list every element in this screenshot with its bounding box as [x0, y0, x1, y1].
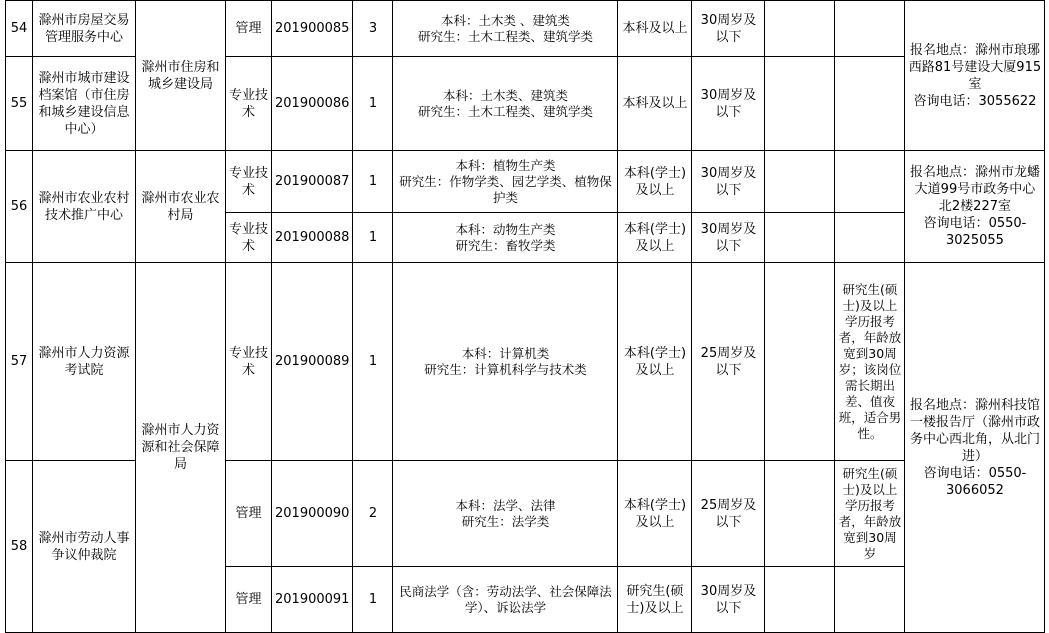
major-line: 本科：植物生产类: [455, 157, 556, 173]
major-line: 研究生：土木工程类、建筑学类: [417, 28, 593, 44]
code-cell: 201900090: [272, 461, 353, 567]
major-line: 本科：土木类 、建筑类: [440, 12, 570, 28]
major-line: 研究生：法学类: [461, 513, 550, 529]
major-cell: [393, 213, 618, 263]
code-cell: 201900091: [272, 567, 353, 633]
code-cell: 201900086: [272, 57, 353, 151]
count-cell: 1: [353, 213, 393, 263]
count-cell: 1: [353, 57, 393, 151]
department-cell: 滁州市人力资源和社会保障局: [136, 263, 226, 633]
major-line: 本科：土木类、建筑类: [442, 87, 568, 103]
seq-cell: 58: [6, 461, 33, 633]
age-cell: 30周岁及以下: [692, 1, 765, 57]
major-line: 研究生：畜牧学类: [455, 237, 556, 253]
code-cell: 201900089: [272, 263, 353, 461]
note-cell: [835, 151, 905, 213]
count-cell: 1: [353, 151, 393, 213]
registration-site-cell: [905, 151, 1045, 263]
other-cell: [765, 461, 835, 567]
count-cell: 3: [353, 1, 393, 57]
major-cell: [393, 567, 618, 633]
education-cell: 本科(学士)及以上: [618, 461, 692, 567]
major-cell: [393, 57, 618, 151]
age-cell: 30周岁及以下: [692, 567, 765, 633]
category-cell: 专业技术: [226, 213, 272, 263]
registration-site-cell: [905, 1, 1045, 151]
table-row: [6, 1, 1045, 57]
category-cell: 管理: [226, 567, 272, 633]
major-line: 本科：计算机类: [461, 345, 550, 361]
code-cell: 201900088: [272, 213, 353, 263]
note-cell: 研究生(硕士)及以上学历报考者，年龄放宽到30周岁；该岗位需长期出差、值夜班，适合男性。: [835, 263, 905, 461]
major-cell: [393, 1, 618, 57]
code-cell: 201900087: [272, 151, 353, 213]
note-cell: [835, 57, 905, 151]
other-cell: [765, 1, 835, 57]
other-cell: [765, 213, 835, 263]
major-cell: [393, 461, 618, 567]
department-cell: 滁州市农业农村局: [136, 151, 226, 263]
seq-cell: 55: [6, 57, 33, 151]
code-cell: 201900085: [272, 1, 353, 57]
education-cell: 本科及以上: [618, 57, 692, 151]
education-cell: 本科及以上: [618, 1, 692, 57]
age-cell: 25周岁及以下: [692, 263, 765, 461]
category-cell: 专业技术: [226, 263, 272, 461]
major-line: 研究生：土木工程类、建筑学类: [417, 103, 593, 119]
note-cell: [835, 1, 905, 57]
unit-cell: 滁州市人力资源考试院: [33, 263, 136, 461]
major-line: 本科：动物生产类: [455, 221, 556, 237]
major-cell: [393, 151, 618, 213]
age-cell: 30周岁及以下: [692, 213, 765, 263]
registration-address: 报名地点：滁州科技馆一楼报告厅（滁州市政务中心西北角，从北门进）: [909, 397, 1040, 464]
table-row: [6, 151, 1045, 213]
major-line: 研究生：作物学类、园艺学类、植物保护类: [399, 173, 612, 205]
unit-cell: 滁州市农业农村技术推广中心: [33, 151, 136, 263]
recruitment-table: [5, 0, 1045, 633]
education-cell: 本科(学士)及以上: [618, 151, 692, 213]
seq-cell: 57: [6, 263, 33, 461]
seq-cell: 54: [6, 1, 33, 57]
registration-site-cell: [905, 263, 1045, 633]
seq-cell: 56: [6, 151, 33, 263]
education-cell: 本科(学士)及以上: [618, 263, 692, 461]
other-cell: [765, 263, 835, 461]
age-cell: 25周岁及以下: [692, 461, 765, 567]
category-cell: 专业技术: [226, 151, 272, 213]
consult-phone: 咨询电话：3055622: [913, 93, 1037, 109]
consult-phone: 咨询电话：0550-3025055: [923, 216, 1027, 248]
category-cell: 管理: [226, 1, 272, 57]
other-cell: [765, 567, 835, 633]
count-cell: 1: [353, 263, 393, 461]
note-cell: [835, 213, 905, 263]
major-cell: [393, 263, 618, 461]
major-line: 研究生：计算机科学与技术类: [424, 361, 587, 377]
category-cell: 专业技术: [226, 57, 272, 151]
unit-cell: 滁州市劳动人事争议仲裁院: [33, 461, 136, 633]
education-cell: 研究生(硕士)及以上: [618, 567, 692, 633]
consult-phone: 咨询电话：0550-3066052: [923, 465, 1027, 498]
count-cell: 1: [353, 567, 393, 633]
unit-cell: 滁州市房屋交易管理服务中心: [33, 1, 136, 57]
major-line: 本科：法学、法律: [455, 497, 556, 513]
count-cell: 2: [353, 461, 393, 567]
category-cell: 管理: [226, 461, 272, 567]
age-cell: 30周岁及以下: [692, 151, 765, 213]
registration-address: 报名地点：滁州市龙蟠大道99号市政务中心北2楼227室: [909, 165, 1040, 214]
education-cell: 本科(学士)及以上: [618, 213, 692, 263]
department-cell: 滁州市住房和城乡建设局: [136, 1, 226, 151]
major-line: 民商法学（含：劳动法学、社会保障法学）、诉讼法学: [399, 583, 612, 615]
unit-cell: 滁州市城市建设档案馆（市住房和城乡建设信息中心）: [33, 57, 136, 151]
note-cell: [835, 567, 905, 633]
other-cell: [765, 151, 835, 213]
table-row: [6, 263, 1045, 461]
note-cell: 研究生(硕士)及以上学历报考者，年龄放宽到30周岁: [835, 461, 905, 567]
age-cell: 30周岁及以下: [692, 57, 765, 151]
other-cell: [765, 57, 835, 151]
registration-address: 报名地点：滁州市琅琊西路81号建设大厦915室: [908, 42, 1042, 92]
